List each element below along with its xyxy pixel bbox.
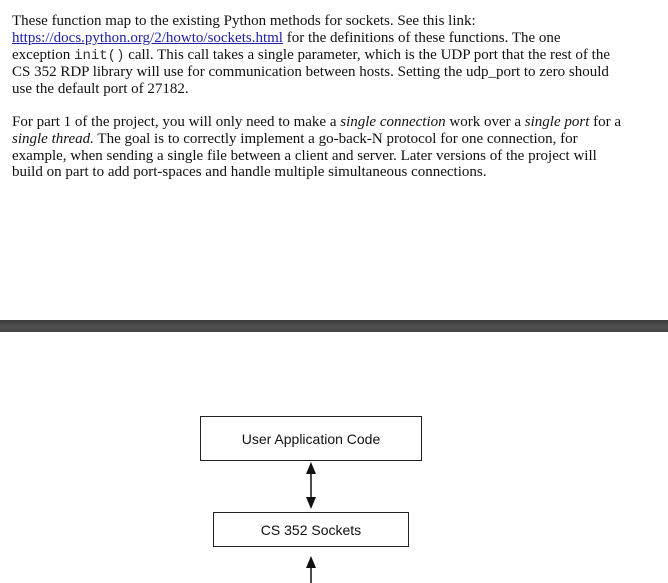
paragraph-1-rest: call. This call takes a single parameter, which is the UDP port that the rest of the CS 352 RDP library will use for communication between hosts. Setting the udp_port to zero should use the default port of 27182. [12,46,610,98]
paragraph-2-part3: for a [589,114,622,130]
init-code: init() [74,47,125,64]
emphasis-single-port: single port [524,114,590,130]
paragraph-1-after-link: for the definitions of these functions. The one exception [12,29,561,63]
paragraph-2-part1: For part 1 of the project, you will only need to make a [12,114,341,130]
paragraph-2-part4: The goal is to correctly implement a go-back-N protocol for one connection, for example, when sending a single file between a client and server. Later versions of the project will build on part to add port-spaces and handle multiple simultaneous connections. [12,130,597,181]
python-sockets-doc-link[interactable]: https://docs.python.org/2/howto/sockets.html [12,29,283,46]
user-application-code-label: User Application Code [241,430,381,447]
user-application-code-box [200,416,422,461]
paragraph-sockets-functions [12,13,622,98]
emphasis-single-thread: single thread. [12,130,94,147]
paragraph-1-intro: These function map to the existing Python methods for sockets. See this link: [12,13,476,29]
cs352-sockets-label: CS 352 Sockets [260,521,362,538]
emphasis-single-connection: single connection [340,114,446,130]
paragraph-part1-scope [12,114,622,181]
bidirectional-arrow-icon [306,462,316,509]
arrow-down-continuation-icon [306,556,316,583]
paragraph-2-part2: work over a [445,114,525,130]
cs352-sockets-box [213,512,409,547]
page-break-divider [0,320,668,332]
